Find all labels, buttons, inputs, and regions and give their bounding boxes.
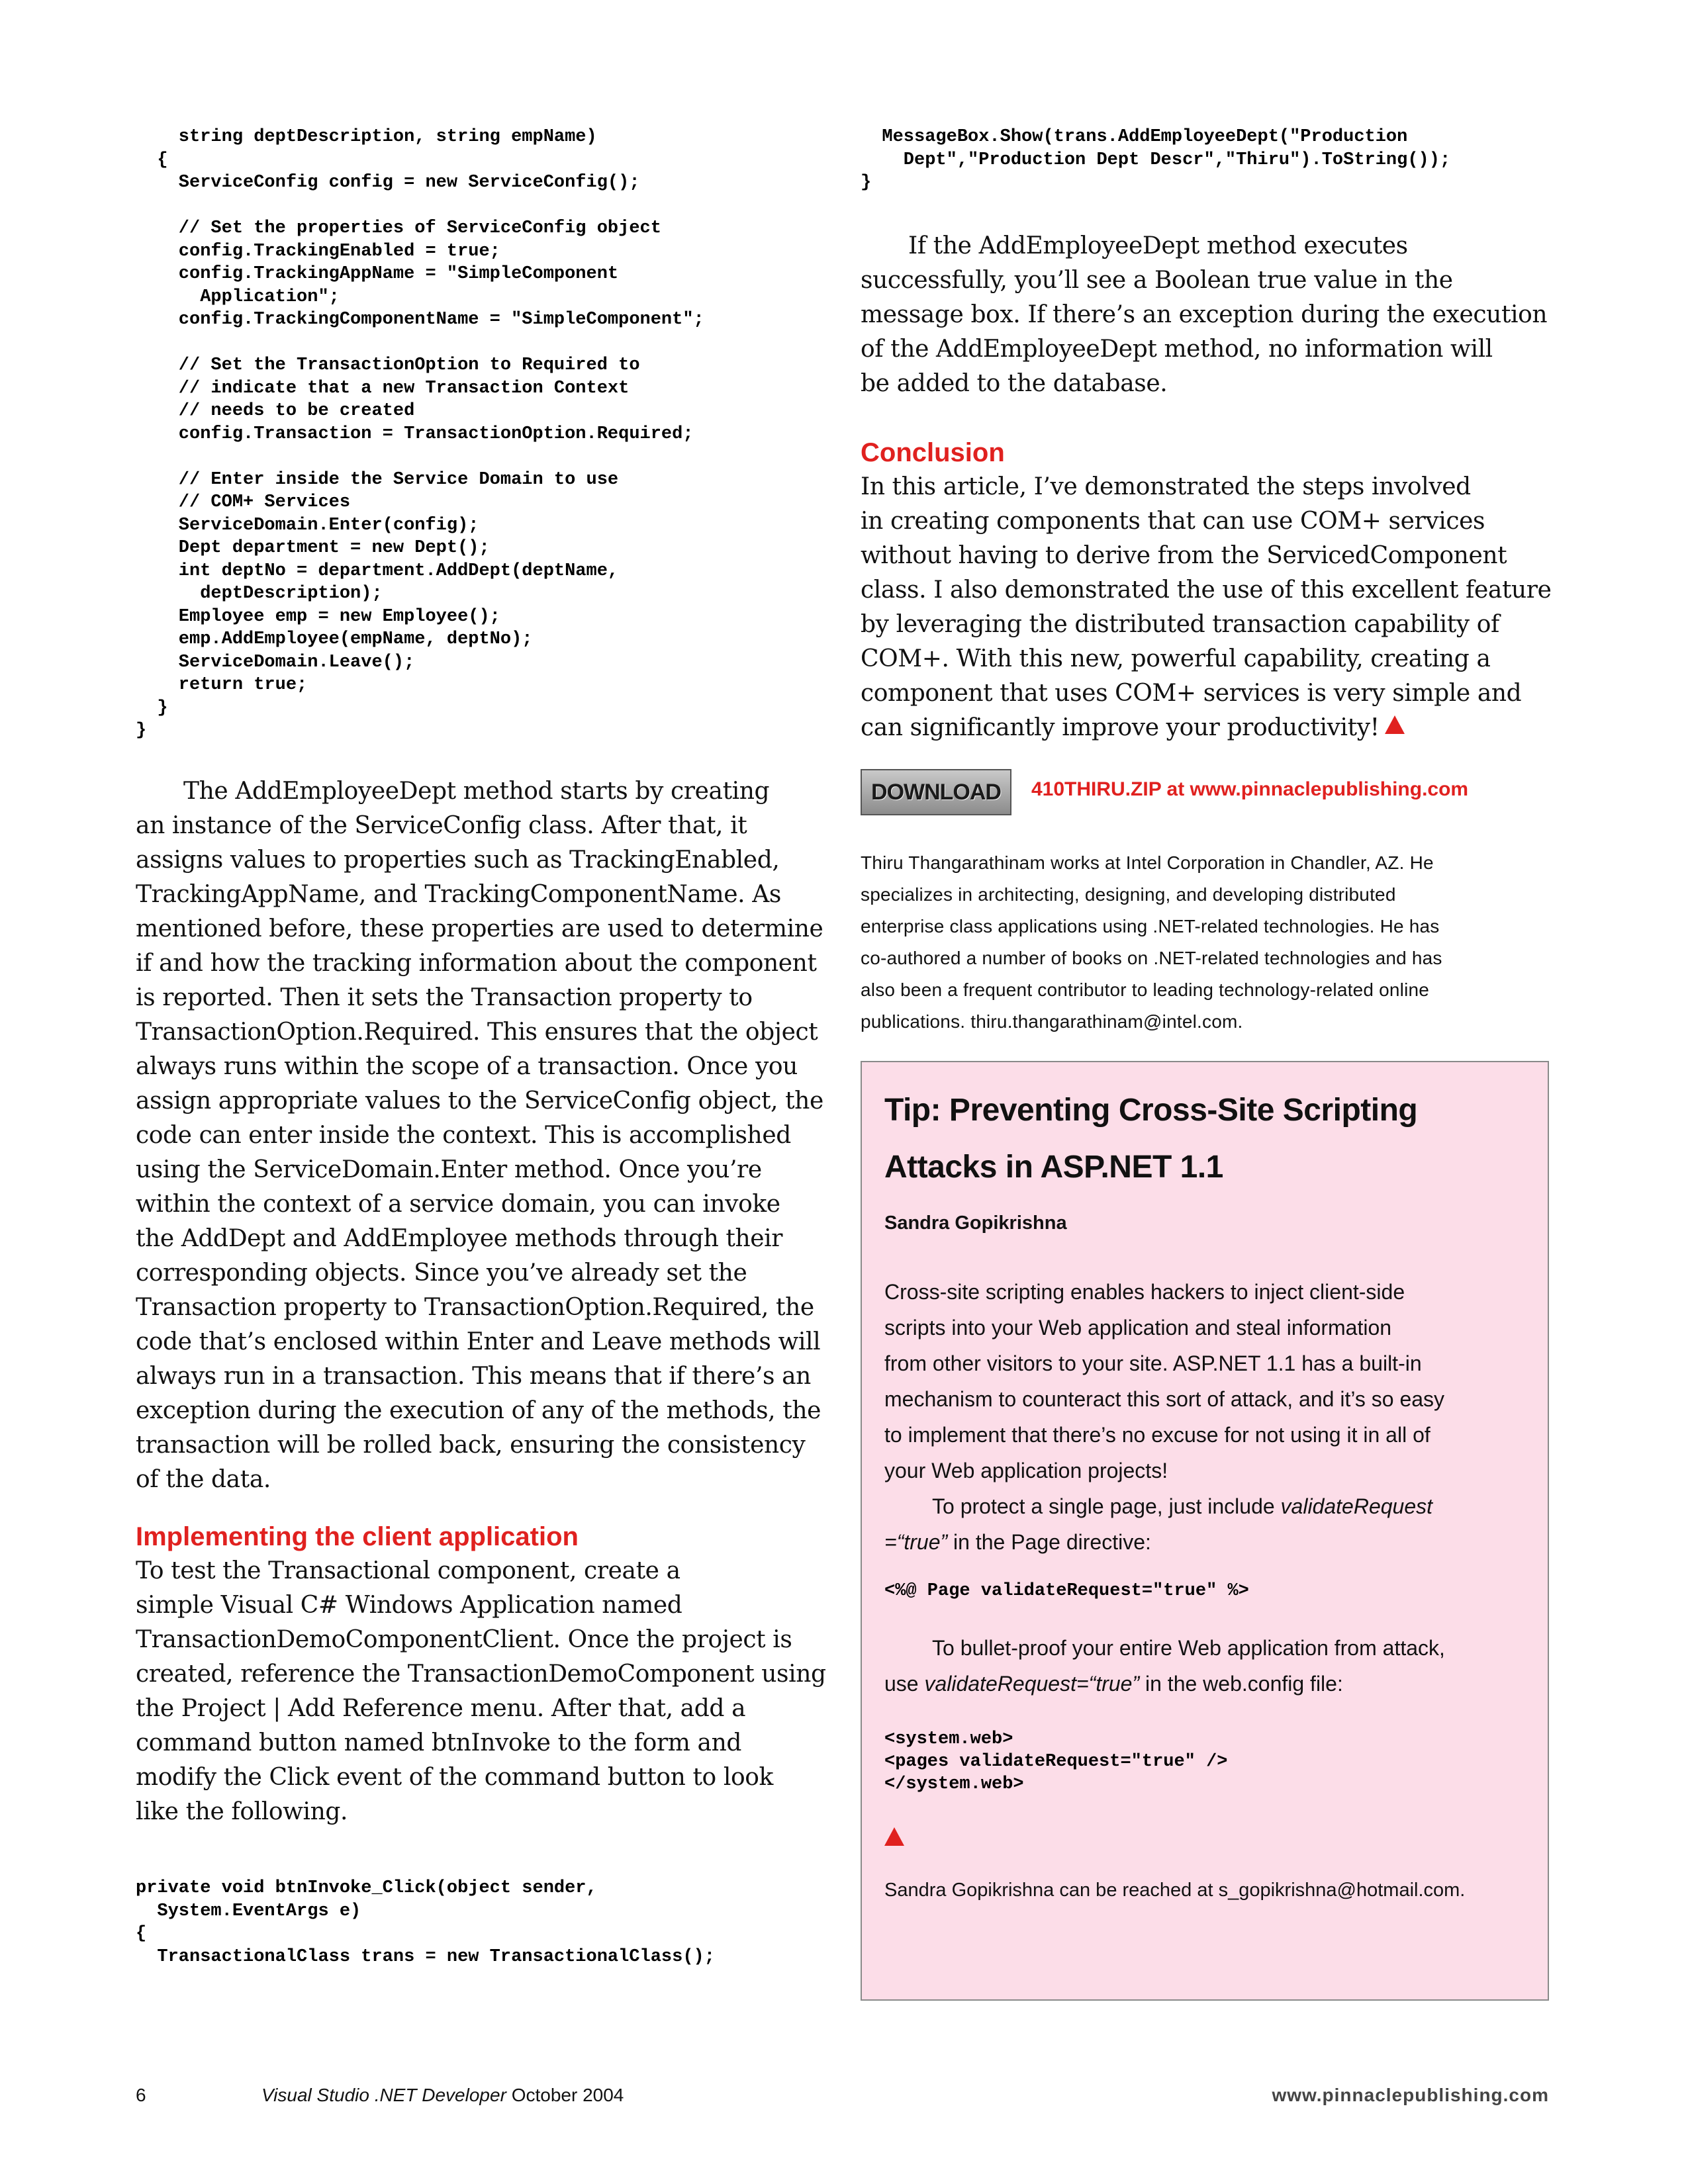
paragraph-line: in creating components that can use COM+ services [861,508,1485,535]
footer-url[interactable]: www.pinnaclepublishing.com [1272,2085,1549,2105]
paragraph-line: mentioned before, these properties are used to determine [136,915,823,942]
tip-para3-italic: validateRequest=“true” [924,1672,1140,1696]
page-number: 6 [136,2085,146,2105]
tip-end-triangle-icon [884,1827,1524,1850]
tip-title-line: Attacks in ASP.NET 1.1 [884,1150,1223,1185]
code-block-btninvoke-click: private void btnInvoke_Click(object sender, System.EventArgs e) { TransactionalClass trans = new TransactionalClass(); [136,1878,715,1967]
paragraph-line: COM+. With this new, powerful capability, creating a [861,645,1491,672]
bio-line: co-authored a number of books on .NET-related technologies and has [861,948,1442,968]
tip-para2-italic2: =“true” [884,1530,948,1554]
tip-para2-text-a: To protect a single page, just include [932,1494,1281,1518]
tip-paragraph-line: mechanism to counteract this sort of attack, and it’s so easy [884,1387,1445,1411]
issue-date: October 2004 [511,2085,624,2105]
tip-paragraph-line: your Web application projects! [884,1459,1168,1482]
tip-para3-text-a: use [884,1672,925,1696]
tip-sidebar [861,1061,1549,2001]
download-row [861,766,1549,819]
tip-paragraph-single-page [884,1488,1524,1560]
footer-publication [261,2085,624,2106]
tip-paragraph-line: from other visitors to your site. ASP.NET 1.1 has a built-in [884,1351,1422,1375]
tip-paragraph-line: scripts into your Web application and steal information [884,1316,1392,1340]
paragraph-addemployeedept-explanation [136,774,824,1497]
paragraph-line: message box. If there’s an exception during the execution [861,301,1548,328]
paragraph-line: simple Visual C# Windows Application named [136,1592,682,1619]
tip-author: Sandra Gopikrishna [884,1212,1067,1234]
tip-para3-text-b: in the web.config file: [1139,1672,1343,1696]
paragraph-line: the Project | Add Reference menu. After that, add a [136,1695,746,1722]
tip-code-page-directive: <%@ Page validateRequest="true" %> [884,1581,1249,1601]
paragraph-line: by leveraging the distributed transaction capability of [861,611,1499,638]
paragraph-line: component that uses COM+ services is very simple and [861,680,1522,707]
paragraph-conclusion [861,470,1552,745]
paragraph-line: be added to the database. [861,370,1168,397]
tip-paragraph-line: Cross-site scripting enables hackers to inject client-side [884,1280,1405,1304]
paragraph-line: the AddDept and AddEmployee methods through their [136,1225,783,1252]
code-block-service-config: string deptDescription, string empName) { ServiceConfig config = new ServiceConfig(); // Set the properties of ServiceConfig object config.TrackingEnabled = true; config.TrackingAppName = "SimpleComponent Application"; config.TrackingComponentName = "SimpleComponent"; // Set the TransactionOption to Required to // indicate that a new Transaction Context // needs to be created config.Transaction = TransactionOption.Required; // Enter inside the Service Domain to use // COM+ Services ServiceDomain.Enter(config); Dept department = new Dept(); int deptNo = department.AddDept(deptName, deptDescription); Employee emp = new Employee(); emp.AddEmployee(empName, deptNo); ServiceDomain.Leave(); return true; } } [136,127,704,741]
end-of-article-triangle-icon [1385,715,1405,734]
code-block-messagebox: MessageBox.Show(trans.AddEmployeeDept("Production Dept","Production Dept Descr","Thiru").ToString()); } [861,127,1451,193]
tip-contact: Sandra Gopikrishna can be reached at s_gopikrishna@hotmail.com. [884,1880,1466,1901]
publication-name: Visual Studio .NET Developer [261,2085,506,2105]
tip-paragraph-web-config [884,1630,1524,1702]
paragraph-line: is reported. Then it sets the Transaction property to [136,984,753,1011]
tip-para2-text-b: in the Page directive: [947,1530,1151,1554]
paragraph-line: modify the Click event of the command button to look [136,1764,773,1791]
paragraph-line: like the following. [136,1798,348,1825]
paragraph-line: The AddEmployeeDept method starts by creating [183,778,770,805]
heading-implementing-client: Implementing the client application [136,1522,579,1551]
paragraph-line: assign appropriate values to the ServiceConfig object, the [136,1087,823,1115]
tip-title-line: Tip: Preventing Cross-Site Scripting [884,1093,1418,1128]
paragraph-result-explanation [861,229,1549,401]
paragraph-line: TransactionOption.Required. This ensures that the object [136,1019,818,1046]
paragraph-line: code that’s enclosed within Enter and Leave methods will [136,1328,821,1355]
paragraph-line: command button named btnInvoke to the form and [136,1729,742,1756]
paragraph-line: To test the Transactional component, create a [136,1557,680,1584]
paragraph-line: created, reference the TransactionDemoComponent using [136,1661,826,1688]
paragraph-client-instructions [136,1554,824,1829]
download-button[interactable]: DOWNLOAD [861,769,1011,815]
download-link[interactable]: 410THIRU.ZIP at www.pinnaclepublishing.com [1031,778,1469,800]
paragraph-line: if and how the tracking information about the component [136,950,817,977]
paragraph-line: using the ServiceDomain.Enter method. Once you’re [136,1156,762,1183]
paragraph-line: class. I also demonstrated the use of this excellent feature [861,576,1552,604]
tip-paragraph-line: to implement that there’s no excuse for not using it in all of [884,1423,1430,1447]
tip-para2-italic: validateRequest [1280,1494,1433,1518]
paragraph-line: always runs within the scope of a transaction. Once you [136,1053,798,1080]
paragraph-line: an instance of the ServiceConfig class. After that, it [136,812,747,839]
paragraph-line: always run in a transaction. This means that if there’s an [136,1363,811,1390]
bio-line: Thiru Thangarathinam works at Intel Corporation in Chandler, AZ. He [861,852,1434,873]
tip-title [884,1082,1524,1196]
bio-line: enterprise class applications using .NET-related technologies. He has [861,916,1440,936]
paragraph-line: In this article, I’ve demonstrated the steps involved [861,473,1471,500]
paragraph-line: code can enter inside the context. This is accomplished [136,1122,791,1149]
paragraph-line: corresponding objects. Since you’ve already set the [136,1259,747,1287]
bio-line: also been a frequent contributor to leading technology-related online [861,979,1430,1000]
heading-conclusion: Conclusion [861,438,1005,467]
paragraph-line: exception during the execution of any of the methods, the [136,1397,821,1424]
paragraph-line: within the context of a service domain, you can invoke [136,1191,780,1218]
tip-paragraph-intro [884,1274,1524,1488]
bio-line: publications. thiru.thangarathinam@intel.com. [861,1011,1243,1032]
page-footer [136,2085,1549,2111]
paragraph-line: successfully, you’ll see a Boolean true value in the [861,267,1453,294]
paragraph-line: of the data. [136,1466,271,1493]
paragraph-line: Transaction property to TransactionOption.Required, the [136,1294,814,1321]
tip-code-web-config: <system.web> <pages validateRequest="true" /> </system.web> [884,1729,1228,1794]
paragraph-line: without having to derive from the ServicedComponent [861,542,1507,569]
paragraph-line: TransactionDemoComponentClient. Once the project is [136,1626,792,1653]
tip-para3-line1: To bullet-proof your entire Web application from attack, [932,1636,1445,1660]
bio-line: specializes in architecting, designing, and developing distributed [861,884,1396,905]
paragraph-line: If the AddEmployeeDept method executes [908,232,1408,259]
paragraph-line: of the AddEmployeeDept method, no information will [861,336,1493,363]
paragraph-line: transaction will be rolled back, ensuring the consistency [136,1432,806,1459]
paragraph-line: TrackingAppName, and TrackingComponentName. As [136,881,781,908]
author-bio [861,847,1549,1038]
paragraph-line: assigns values to properties such as TrackingEnabled, [136,846,780,874]
paragraph-line: can significantly improve your productivity! [861,711,1549,745]
